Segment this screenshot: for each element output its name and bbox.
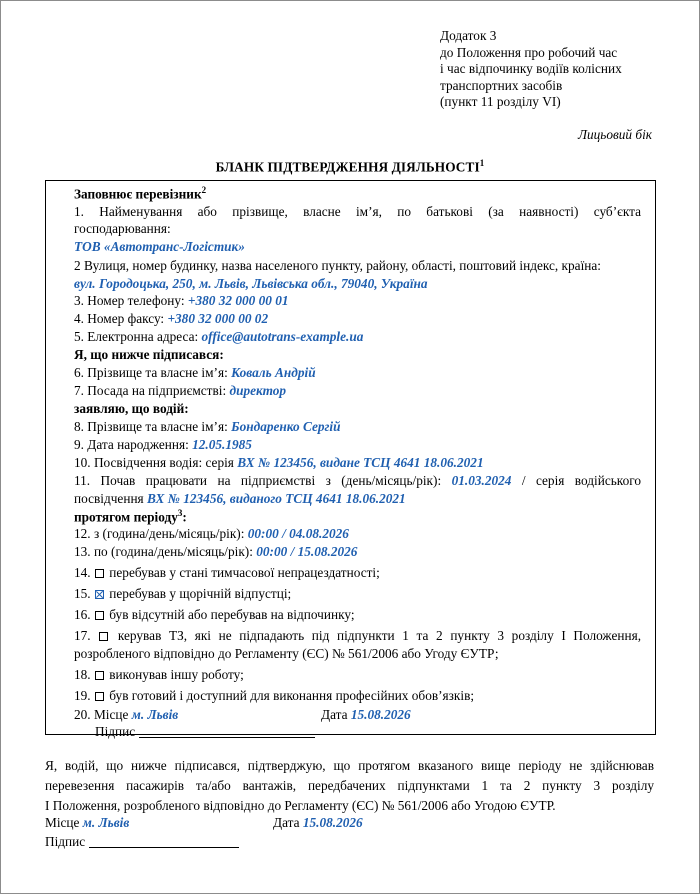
item-18 [74,667,641,683]
item-14-checkbox[interactable] [95,569,104,578]
item-12 [74,526,641,542]
item-9-label: 9. Дата народження: [74,437,189,452]
item-5 [74,329,641,345]
carrier-signature [95,724,315,740]
license-field[interactable]: ВХ № 123456, видане ТСЦ 4641 18.06.2021 [237,455,484,470]
item-18-num: 18. [74,667,91,682]
item-18-checkbox[interactable] [95,671,104,680]
item-8 [74,419,641,435]
driver-place-label: Місце [45,815,80,830]
item-10 [74,455,641,471]
item-10-label: 10. Посвідчення водія: серія [74,455,234,470]
appendix-line: транспортних засобів [440,77,563,93]
driver-place-field[interactable]: м. Львів [82,815,130,830]
item-11-label: 11. Почав працювати на підприємстві з (день/місяць/рік): [74,473,442,488]
item-8-label: 8. Прізвище та власне ім’я: [74,419,228,434]
appendix-line: до Положення про робочий час [440,44,618,60]
signer-position-field[interactable]: директор [229,383,287,398]
item-11-line2-label: посвідчення [74,491,144,506]
form-title-text: БЛАНК ПІДТВЕРДЖЕННЯ ДІЯЛЬНОСТІ [215,159,480,175]
driver-signature [45,834,239,850]
item-13-label: 13. по (година/день/місяць/рік): [74,544,253,559]
item-17-text-line1: керував ТЗ, які не підпадають під підпункти 1 та 2 пункту 3 розділу І Положення, [117,628,642,643]
item-1-label-line2: господарювання: [74,221,171,236]
phone-field[interactable]: +380 32 000 00 01 [187,293,289,308]
driver-name-field[interactable]: Бондаренко Сергій [231,419,341,434]
item-7 [74,383,641,399]
item-11-line2 [74,491,641,507]
item-18-text: виконував іншу роботу; [109,667,244,682]
item-19-text: був готовий і доступний для виконання професійних обов’язків; [109,688,475,703]
item-4 [74,311,641,327]
driver-heading: заявляю, що водій: [74,401,189,416]
item-6-label: 6. Прізвище та власне ім’я: [74,365,228,380]
item-1-label-line1: 1. Найменування або прізвище, власне ім’я, по батькові (за наявності) суб’єкта [74,204,641,219]
signature-line[interactable] [139,725,315,738]
period-from-field[interactable]: 00:00 / 04.08.2026 [247,526,349,541]
item-19-num: 19. [74,688,91,703]
date-label: Дата [321,707,348,722]
item-12-label: 12. з (година/день/місяць/рік): [74,526,245,541]
birth-date-field[interactable]: 12.05.1985 [192,437,252,452]
item-11-line1 [74,473,641,489]
declaration-line: Я, водій, що нижче підписався, підтверджую, що протягом вказаного вище періоду не здійснював [45,758,654,773]
period-heading-text: протягом періоду [74,509,178,525]
item-4-label: 4. Номер факсу: [74,311,165,326]
driver-date [273,815,363,831]
declaration-line: І Положення, розробленого відповідно до Регламенту (ЄС) № 561/2006 або Угодою ЄУТР. [45,798,556,813]
item-3-label: 3. Номер телефону: [74,293,185,308]
item-2-label: 2 Вулиця, номер будинку, назва населеного пункту, району, області, поштовий індекс, країна: [74,258,601,273]
item-16-checkbox[interactable] [95,611,104,620]
fax-field[interactable]: +380 32 000 00 02 [167,311,269,326]
item-17-num: 17. [74,628,91,643]
item-14-text: перебував у стані тимчасової непрацездатності; [109,565,380,580]
item-15 [74,586,641,602]
license2-field[interactable]: ВХ № 123456, виданого ТСЦ 4641 18.06.2021 [147,491,406,506]
item-11-mid: / серія водійського [521,473,641,488]
date-field[interactable]: 15.08.2026 [350,707,411,722]
item-15-text: перебував у щорічній відпустці; [109,586,292,601]
item-13 [74,544,641,560]
period-to-field[interactable]: 00:00 / 15.08.2026 [256,544,358,559]
form-title [0,158,700,175]
item-6 [74,365,641,381]
item-20-label: 20. Місце [74,707,129,722]
declaration-line: перевезення пасажирів та/або вантажів, передбачених підпунктами 1 та 2 пункту 3 розділу [45,778,654,793]
signer-heading: Я, що нижче підписався: [74,347,224,362]
item-17-text-line2: розробленого відповідно до Регламенту (ЄС) № 561/2006 або Угоду ЄУТР; [74,646,499,661]
item-15-checkbox-checked[interactable] [95,590,104,599]
item-16-num: 16. [74,607,91,622]
item-17-checkbox[interactable] [99,632,108,641]
item-15-num: 15. [74,586,91,601]
appendix-line: Додаток 3 [440,28,497,43]
email-field[interactable]: office@autotrans-example.ua [201,329,364,344]
period-heading: протягом періоду$^3$: [74,508,187,525]
carrier-heading [74,185,641,202]
driver-declaration [45,756,654,816]
item-16 [74,607,641,623]
appendix-line: (пункт 11 розділу VI) [440,94,561,109]
item-14-num: 14. [74,565,91,580]
item-14 [74,565,641,581]
driver-place [45,815,129,831]
item-16-text: був відсутній або перебував на відпочинку; [109,607,355,622]
driver-date-field[interactable]: 15.08.2026 [302,815,363,830]
address-field[interactable]: вул. Городоцька, 250, м. Львів, Львівська обл., 79040, Україна [74,276,428,291]
face-side-label: Лицьовий бік [578,127,652,142]
carrier-heading-text: Заповнює перевізник [74,186,202,202]
carrier-name-field[interactable]: ТОВ «Автотранс-Логістик» [74,239,245,254]
driver-date-label: Дата [273,815,300,830]
carrier-form-box [45,180,656,739]
item-20-date [321,707,411,723]
footnote-marker: 2 [201,185,207,195]
footnote-marker: 1 [479,158,485,168]
sign-label: Підпис [95,724,136,739]
signer-name-field[interactable]: Коваль Андрій [231,365,316,380]
item-17-line1 [74,628,641,644]
item-9 [74,437,641,453]
item-3 [74,293,641,309]
driver-signature-line[interactable] [89,835,239,848]
driver-sign-label: Підпис [45,834,86,849]
appendix-note [440,28,680,111]
item-5-label: 5. Електронна адреса: [74,329,199,344]
item-19-checkbox[interactable] [95,692,104,701]
place-field[interactable]: м. Львів [131,707,179,722]
start-date-field[interactable]: 01.03.2024 [451,473,512,488]
appendix-line: і час відпочинку водіїв колісних [440,61,622,76]
footnote-marker: 3 [177,508,183,518]
item-7-label: 7. Посада на підприємстві: [74,383,227,398]
item-19 [74,688,641,704]
